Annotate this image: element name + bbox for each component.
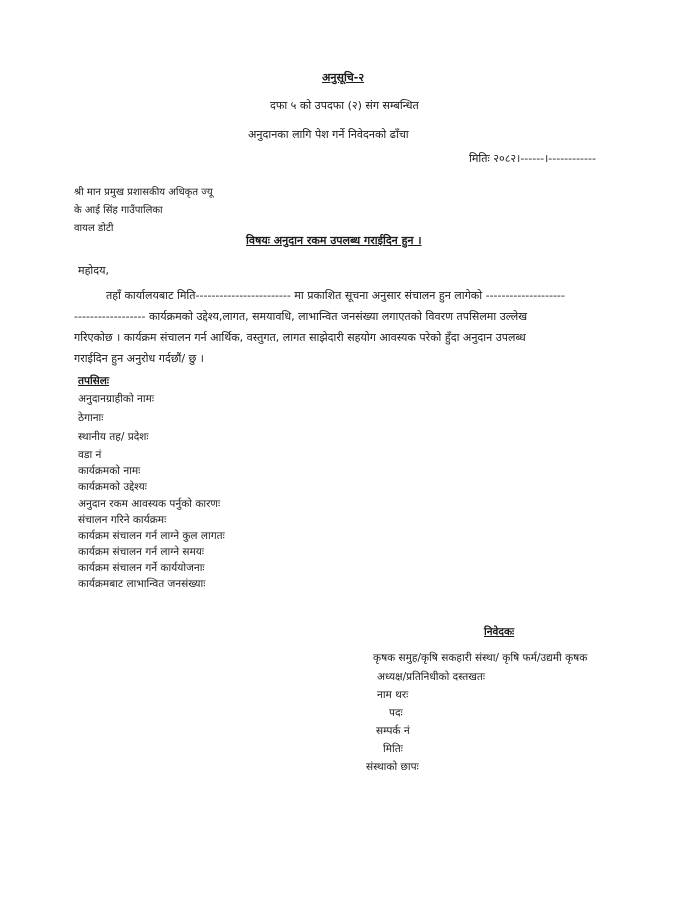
recipient-line-3: वायल डोटी [74,223,114,234]
detail-item-total-cost: कार्यक्रम संचालन गर्न लाग्ने कुल लागतः [78,530,225,542]
date-line: मितिः २०८२।------।------------ [469,152,596,165]
details-heading: तपसिलः [78,375,110,387]
schedule-subtitle: दफा ५ को उपदफा (२) संग सम्बन्धित [270,99,419,112]
applicant-stamp: संस्थाको छापः [366,761,419,773]
detail-item-beneficiaries: कार्यक्रमबाट लाभान्वित जनसंख्याः [78,578,206,590]
body-line-2: ------------------ कार्यक्रमको उद्देश्य,लागत, समयावधि, लाभान्वित जनसंख्या लगाएतको विवरण तपसिलमा उल्लेख [74,310,528,323]
schedule-title: अनुसूचि-२ [322,71,365,84]
salutation: महोदय, [78,264,109,277]
body-line-4: गराईदिन हुन अनुरोध गर्दछौं/ छु । [74,352,204,365]
body-paragraph [74,285,630,369]
recipient-line-2: के आई सिंह गाउँपालिका [74,205,163,216]
applicant-org: कृषक समुह/कृषि सकहारी संस्था/ कृषि फर्म/उद्यमी कृषक [373,652,588,664]
detail-item-applicant-name: अनुदानग्राहीको नामः [78,393,154,405]
form-name: अनुदानका लागि पेश गर्ने निवेदनको ढाँचा [248,128,409,141]
detail-item-program-to-run: संचालन गरिने कार्यक्रमः [78,514,167,526]
body-line-1: तहाँ कार्यालयबाट मिति------------------------ मा प्रकाशित सूचना अनुसार संचालन हुन लागेको -------------------- [106,289,565,302]
body-line-3: गरिएकोछ । कार्यक्रम संचालन गर्न आर्थिक, वस्तुगत, लागत साझेदारी सहयोग आवस्यक परेको हुँदा अनुदान उपलब्ध [74,331,526,344]
subject-line: विषयः अनुदान रकम उपलब्ध गराईदिन हुन । [246,234,422,247]
detail-item-address: ठेगानाः [78,412,104,424]
detail-item-ward: वडा नं [78,449,102,461]
applicant-signature: अध्यक्ष/प्रतिनिधीको दस्तखतः [377,671,485,683]
applicant-name: नाम थरः [377,689,409,701]
detail-item-duration: कार्यक्रम संचालन गर्न लाग्ने समयः [78,546,204,558]
recipient-line-1: श्री मान प्रमुख प्रशासकीय अधिकृत ज्यू [74,187,213,198]
detail-item-local-level: स्थानीय तह/ प्रदेशः [78,431,149,443]
applicant-heading: निवेदकः [484,626,515,638]
detail-item-grant-reason: अनुदान रकम आवस्यक पर्नुको कारणः [78,498,221,510]
detail-item-work-plan: कार्यक्रम संचालन गर्ने कार्ययोजनाः [78,562,205,574]
applicant-post: पदः [389,707,403,719]
detail-item-program-name: कार्यक्रमको नामः [78,465,141,477]
applicant-date: मितिः [383,743,403,755]
applicant-contact: सम्पर्क नं [376,725,410,737]
detail-item-program-objective: कार्यक्रमको उद्देश्यः [78,481,147,493]
